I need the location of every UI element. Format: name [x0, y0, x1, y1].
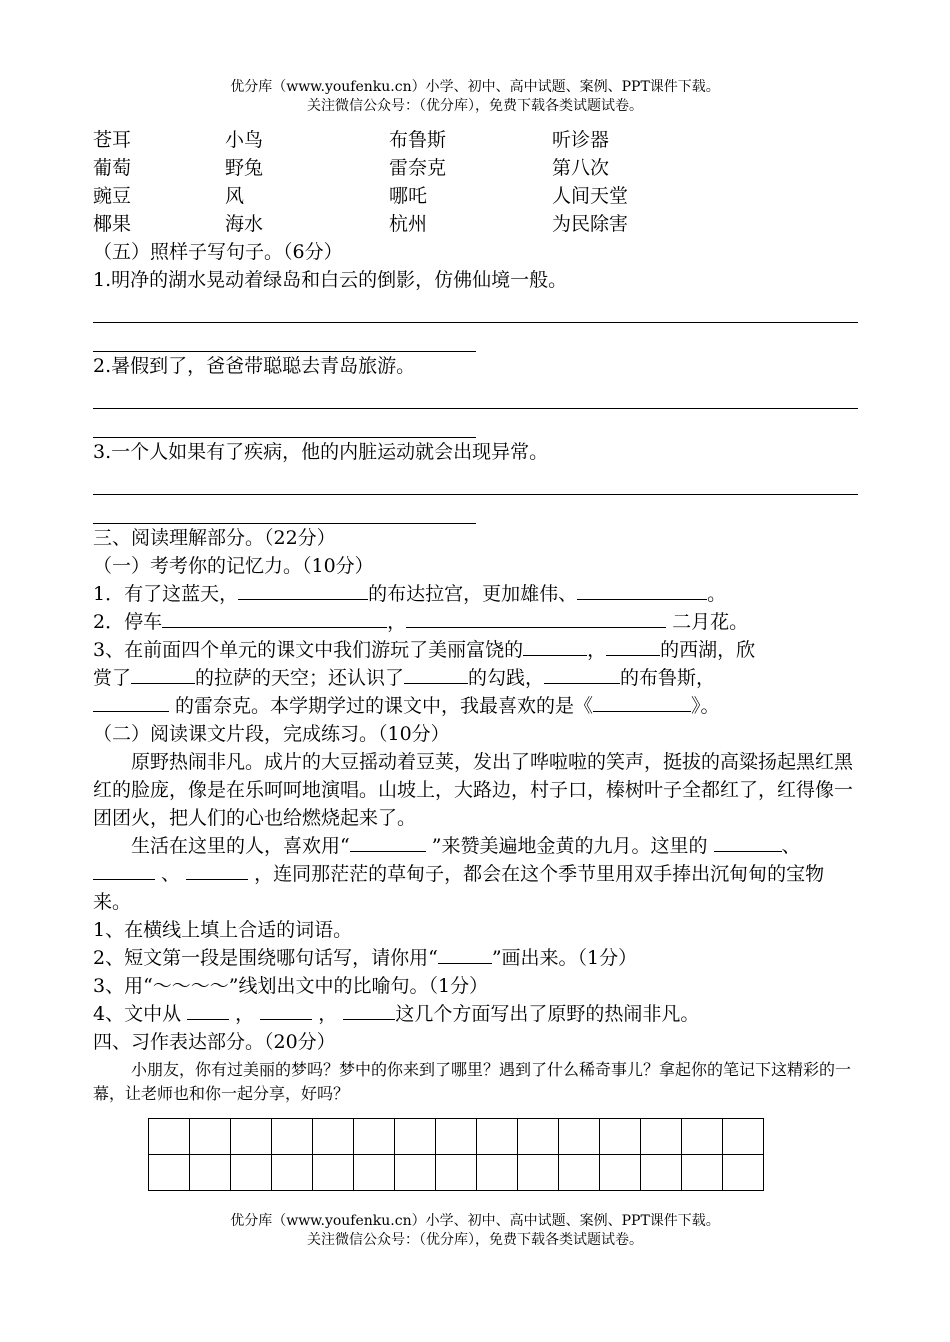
passage-paragraph-1: 原野热闹非凡。成片的大豆摇动着豆荚，发出了哗啦啦的笑声，挺拔的高粱扬起黑红黑红的脸庞，像是在乐呵呵地演唱。山坡上，大路边，村子口，榛树叶子全都红了，红得像一团团火，把人们的心也给燃烧起来了。 [93, 751, 854, 829]
passage-section-title: （二）阅读课文片段，完成练习。（10分） [93, 723, 450, 745]
grid-cell[interactable] [518, 1119, 559, 1155]
word-cell: 布鲁斯 [389, 129, 447, 151]
word-cell: 听诊器 [552, 129, 610, 151]
word-cell: 杭州 [389, 213, 428, 235]
word-cell: 哪吒 [389, 185, 428, 207]
exercise-1: 1、在横线上填上合适的词语。 [93, 919, 353, 941]
grid-cell[interactable] [436, 1155, 477, 1191]
sentence-question-2: 2.暑假到了，爸爸带聪聪去青岛旅游。 [93, 355, 416, 377]
word-table [93, 126, 858, 238]
fill-blank[interactable] [544, 665, 620, 684]
fill-blank[interactable] [714, 833, 782, 852]
header-line-1: 优分库（www.youfenku.cn）小学、初中、高中试题、案例、PPT课件下载。 [230, 79, 720, 95]
word-row [93, 154, 858, 182]
grid-cell[interactable] [559, 1119, 600, 1155]
word-cell: 为民除害 [552, 213, 629, 235]
grid-cell[interactable] [723, 1155, 764, 1191]
word-cell: 风 [225, 185, 245, 207]
exercise-4: 4、文中从 ， ， 这几个方面写出了原野的热闹非凡。 [93, 1003, 700, 1025]
word-cell: 第八次 [552, 157, 610, 179]
fill-blank[interactable] [593, 693, 691, 712]
grid-cell[interactable] [477, 1155, 518, 1191]
grid-cell[interactable] [518, 1155, 559, 1191]
grid-cell[interactable] [354, 1119, 395, 1155]
exercise-2: 2、短文第一段是围绕哪句话写，请你用“ ”画出来。（1分） [93, 947, 638, 969]
fill-blank[interactable] [406, 609, 666, 628]
grid-cell[interactable] [682, 1155, 723, 1191]
grid-cell[interactable] [641, 1119, 682, 1155]
memory-question-3: 3、在前面四个单元的课文中我们游玩了美丽富饶的 ， 的西湖，欣 赏了 的拉萨的天空；还认识了 的勾践， 的布鲁斯， 的雷奈克。本学期学过的课文中，我最喜欢的是《 》。 [93, 639, 756, 717]
word-row [93, 182, 858, 210]
word-cell: 野兔 [225, 157, 264, 179]
fill-blank[interactable] [577, 581, 707, 600]
fill-blank[interactable] [162, 609, 387, 628]
fill-blank[interactable] [438, 945, 492, 964]
memory-question-2: 2．停车 ， 二月花。 [93, 611, 749, 633]
fill-blank[interactable] [404, 665, 468, 684]
grid-cell[interactable] [313, 1119, 354, 1155]
grid-cell[interactable] [477, 1119, 518, 1155]
fill-blank[interactable] [523, 637, 587, 656]
grid-cell[interactable] [600, 1119, 641, 1155]
grid-cell[interactable] [231, 1119, 272, 1155]
grid-cell[interactable] [395, 1119, 436, 1155]
grid-cell[interactable] [559, 1155, 600, 1191]
grid-cell[interactable] [272, 1119, 313, 1155]
header-line-2: 关注微信公众号：（优分库），免费下载各类试题试卷。 [307, 98, 643, 114]
answer-line[interactable] [93, 323, 476, 352]
section-5-title: （五）照样子写句子。（6分） [93, 241, 343, 263]
fill-blank[interactable] [131, 665, 195, 684]
reading-section-title: 三、阅读理解部分。（22分） [93, 527, 336, 549]
writing-section-title: 四、习作表达部分。（20分） [93, 1031, 336, 1053]
fill-blank[interactable] [186, 861, 248, 880]
footer-line-2: 关注微信公众号：（优分库），免费下载各类试题试卷。 [307, 1232, 643, 1248]
answer-line[interactable] [93, 468, 858, 495]
grid-cell[interactable] [149, 1155, 190, 1191]
grid-cell[interactable] [600, 1155, 641, 1191]
word-cell: 葡萄 [93, 157, 132, 179]
grid-cell[interactable] [149, 1119, 190, 1155]
fill-blank[interactable] [350, 833, 426, 852]
memory-question-1: 1．有了这蓝天， 的布达拉宫，更加雄伟、 。 [93, 583, 727, 605]
exam-content [93, 126, 858, 1106]
grid-cell[interactable] [313, 1155, 354, 1191]
page-header [0, 78, 950, 116]
footer-line-1: 优分库（www.youfenku.cn）小学、初中、高中试题、案例、PPT课件下载。 [230, 1213, 720, 1229]
grid-cell[interactable] [272, 1155, 313, 1191]
grid-cell[interactable] [231, 1155, 272, 1191]
writing-prompt: 小朋友，你有过美丽的梦吗？梦中的你来到了哪里？遇到了什么稀奇事儿？拿起你的笔记下这精彩的一幕，让老师也和你一起分享，好吗？ [93, 1060, 852, 1103]
word-cell: 豌豆 [93, 185, 132, 207]
grid-cell[interactable] [190, 1119, 231, 1155]
grid-cell[interactable] [190, 1155, 231, 1191]
page-footer [0, 1212, 950, 1250]
fill-blank[interactable] [606, 637, 660, 656]
grid-cell[interactable] [354, 1155, 395, 1191]
exercise-3: 3、用“～～～～”线划出文中的比喻句。（1分） [93, 975, 489, 997]
memory-section-title: （一）考考你的记忆力。（10分） [93, 555, 374, 577]
answer-line[interactable] [93, 296, 858, 323]
grid-cell[interactable] [641, 1155, 682, 1191]
fill-blank[interactable] [238, 581, 368, 600]
sentence-question-1: 1.明净的湖水晃动着绿岛和白云的倒影，仿佛仙境一般。 [93, 269, 568, 291]
sentence-question-3: 3.一个人如果有了疾病，他的内脏运动就会出现异常。 [93, 441, 549, 463]
answer-line[interactable] [93, 409, 476, 438]
grid-cell[interactable] [682, 1119, 723, 1155]
word-cell: 小鸟 [225, 129, 264, 151]
fill-blank[interactable] [260, 1001, 312, 1020]
word-cell: 苍耳 [93, 129, 132, 151]
grid-cell[interactable] [436, 1119, 477, 1155]
grid-cell[interactable] [395, 1155, 436, 1191]
fill-blank[interactable] [93, 861, 155, 880]
word-cell: 椰果 [93, 213, 132, 235]
fill-blank[interactable] [343, 1001, 395, 1020]
fill-blank[interactable] [187, 1001, 229, 1020]
grid-cell[interactable] [723, 1119, 764, 1155]
answer-line[interactable] [93, 495, 476, 524]
word-cell: 海水 [225, 213, 264, 235]
word-row [93, 126, 858, 154]
word-row [93, 210, 858, 238]
word-cell: 人间天堂 [552, 185, 629, 207]
word-cell: 雷奈克 [389, 157, 447, 179]
fill-blank[interactable] [93, 693, 169, 712]
answer-line[interactable] [93, 382, 858, 409]
composition-grid[interactable] [148, 1118, 764, 1191]
passage-paragraph-2: 生活在这里的人，喜欢用“ ”来赞美遍地金黄的九月。这里的 、 、 ，连同那茫茫的草甸子，都会在这个季节里用双手捧出沉甸甸的宝物来。 [93, 835, 825, 913]
